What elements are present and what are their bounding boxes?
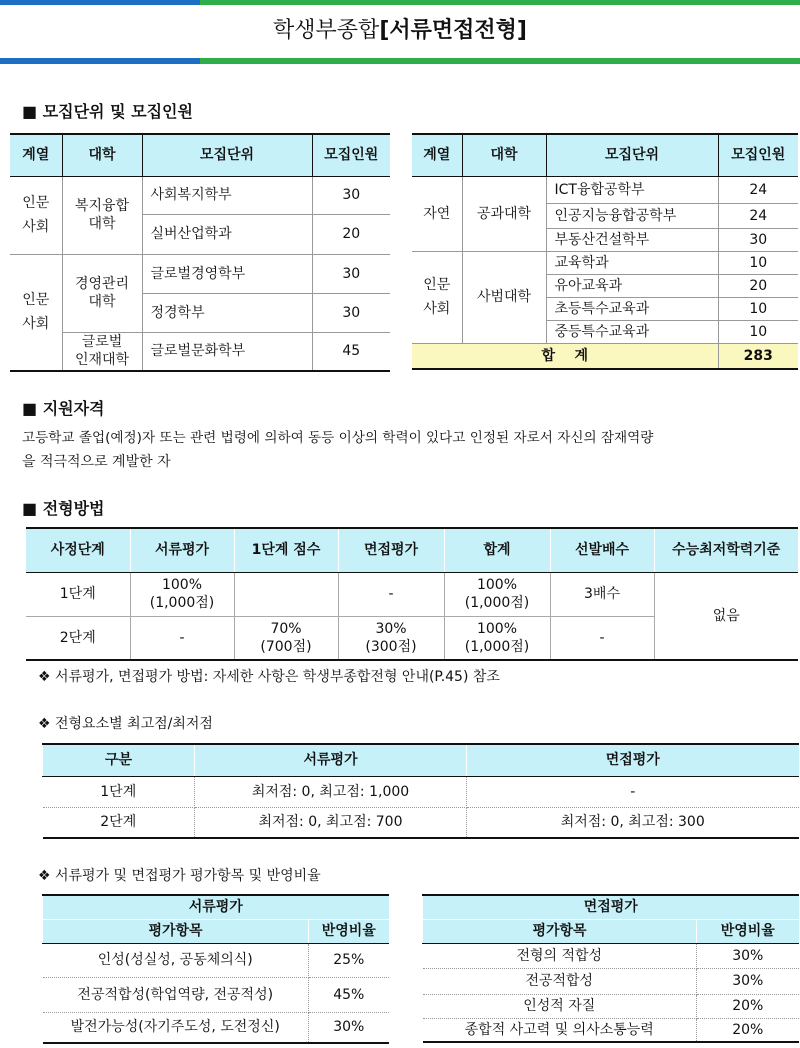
field-cell: 인문 사회 (412, 251, 462, 343)
field-cell: 인문 사회 (10, 176, 62, 254)
col-multiple: 선발배수 (550, 528, 654, 572)
count-cell: 45 (312, 332, 390, 371)
col-field: 계열 (10, 134, 62, 176)
interview-cell: 30% (300점) (338, 616, 444, 660)
col-college: 대학 (62, 134, 142, 176)
col-ratio: 반영비율 (309, 919, 389, 943)
evaluation-heading: ❖ 서류평가 및 면접평가 평가항목 및 반영비율 (38, 868, 321, 884)
unit-cell: 글로벌문화학부 (142, 332, 312, 371)
col-stage: 사정단계 (26, 528, 130, 572)
doc-cell: 최저점: 0, 최고점: 700 (195, 807, 467, 838)
college-cell: 경영관리 대학 (62, 254, 142, 332)
ratio-cell: 30% (333, 1019, 365, 1036)
unit-cell: ICT융합공학부 (546, 176, 718, 203)
method-heading: ■ 전형방법 (22, 499, 105, 518)
col-doc: 서류평가 (195, 744, 467, 776)
count-cell: 30 (718, 228, 798, 251)
ratio-cell: 25% (309, 943, 389, 977)
interview-eval-title: 면접평가 (423, 895, 799, 919)
method-table (26, 527, 798, 661)
stage-cell: 1단계 (43, 776, 195, 807)
doc-eval-table (42, 894, 389, 1044)
col-stage: 구분 (43, 744, 195, 776)
unit-cell: 사회복지학부 (142, 176, 312, 214)
col-unit: 모집단위 (142, 134, 312, 176)
total-cell: 100% (1,000점) (444, 616, 550, 660)
interview-cell: 최저점: 0, 최고점: 300 (560, 814, 705, 831)
count-cell: 10 (718, 251, 798, 274)
count-cell: 10 (718, 320, 798, 343)
unit-cell: 인공지능융합공학부 (546, 203, 718, 228)
stage-cell: 2단계 (43, 807, 195, 838)
col-count: 모집인원 (312, 134, 390, 176)
ratio-cell: 30% (697, 968, 799, 994)
col-college: 대학 (462, 134, 546, 176)
field-cell: 자연 (412, 176, 462, 251)
count-cell: 10 (718, 297, 798, 320)
ratio-cell: 45% (309, 977, 389, 1012)
item-cell: 전공적합성 (423, 968, 697, 994)
recruit-table-right (412, 133, 798, 370)
col-interview: 면접평가 (338, 528, 444, 572)
unit-cell: 글로벌경영학부 (142, 254, 312, 293)
count-cell: 30 (312, 293, 390, 332)
college-cell: 사범대학 (462, 251, 546, 343)
unit-cell: 초등특수교육과 (546, 297, 718, 320)
recruit-heading: ■ 모집단위 및 모집인원 (22, 102, 193, 121)
item-cell: 전형의 적합성 (423, 943, 697, 968)
unit-cell: 정경학부 (142, 293, 312, 332)
page-title: 학생부종합[서류면접전형] (273, 18, 527, 43)
csat-cell: 없음 (654, 572, 798, 660)
col-csat: 수능최저학력기준 (654, 528, 798, 572)
col-interview: 면접평가 (467, 744, 799, 776)
count-cell: 20 (312, 214, 390, 254)
college-cell: 글로벌 인재대학 (62, 332, 142, 371)
top-color-bar (0, 0, 800, 5)
eligibility-heading: ■ 지원자격 (22, 399, 105, 418)
doc-cell: 최저점: 0, 최고점: 1,000 (195, 776, 467, 807)
item-cell: 전공적합성(학업역량, 전공적성) (43, 977, 309, 1012)
col-total: 합계 (444, 528, 550, 572)
unit-cell: 중등특수교육과 (546, 320, 718, 343)
unit-cell: 부동산건설학부 (546, 228, 718, 251)
score1-cell (234, 572, 338, 616)
count-cell: 20 (718, 274, 798, 297)
col-item: 평가항목 (423, 919, 697, 943)
scores-table (42, 743, 799, 839)
col-doc: 서류평가 (130, 528, 234, 572)
stage-cell: 1단계 (26, 572, 130, 616)
col-score1: 1단계 점수 (234, 528, 338, 572)
doc-cell: 100% (1,000점) (130, 572, 234, 616)
interview-eval-table (422, 894, 799, 1043)
ratio-cell: 30% (697, 943, 799, 968)
unit-cell: 실버산업학과 (142, 214, 312, 254)
unit-cell: 교육학과 (546, 251, 718, 274)
multiple-cell: - (550, 616, 654, 660)
total-cell: 100% (1,000점) (444, 572, 550, 616)
count-cell: 24 (718, 176, 798, 203)
title-underline-bar (0, 58, 800, 64)
field-cell: 인문 사회 (10, 254, 62, 371)
count-cell: 30 (312, 176, 390, 214)
count-cell: 24 (718, 203, 798, 228)
col-field: 계열 (412, 134, 462, 176)
scores-heading: ❖ 전형요소별 최고점/최저점 (38, 716, 213, 732)
recruit-table-left (10, 133, 390, 372)
col-count: 모집인원 (718, 134, 798, 176)
eligibility-text: 고등학교 졸업(예정)자 또는 관련 법령에 의하여 동등 이상의 학력이 있다고 인정된 자로서 자신의 잠재역량 을 적극적으로 계발한 자 (22, 430, 654, 470)
score1-cell: 70% (700점) (234, 616, 338, 660)
interview-cell: - (338, 572, 444, 616)
multiple-cell: 3배수 (550, 572, 654, 616)
doc-eval-title: 서류평가 (43, 895, 389, 919)
item-cell: 발전가능성(자기주도성, 도전정신) (43, 1012, 309, 1043)
count-cell: 30 (312, 254, 390, 293)
item-cell: 인성적 자질 (423, 994, 697, 1018)
item-cell: 인성(성실성, 공동체의식) (43, 943, 309, 977)
unit-cell: 유아교육과 (546, 274, 718, 297)
doc-cell: - (130, 616, 234, 660)
ratio-cell: 20% (697, 994, 799, 1018)
col-item: 평가항목 (43, 919, 309, 943)
method-note: ❖ 서류평가, 면접평가 방법: 자세한 사항은 학생부종합전형 안내(P.45) 참조 (38, 669, 500, 685)
total-label: 합 계 (412, 343, 718, 369)
col-unit: 모집단위 (546, 134, 718, 176)
college-cell: 복지융합 대학 (62, 176, 142, 254)
total-value: 283 (718, 343, 798, 369)
ratio-cell: 20% (732, 1021, 764, 1038)
item-cell: 종합적 사고력 및 의사소통능력 (423, 1018, 697, 1042)
stage-cell: 2단계 (26, 616, 130, 660)
college-cell: 공과대학 (462, 176, 546, 251)
col-ratio: 반영비율 (697, 919, 799, 943)
interview-cell: - (467, 776, 799, 807)
